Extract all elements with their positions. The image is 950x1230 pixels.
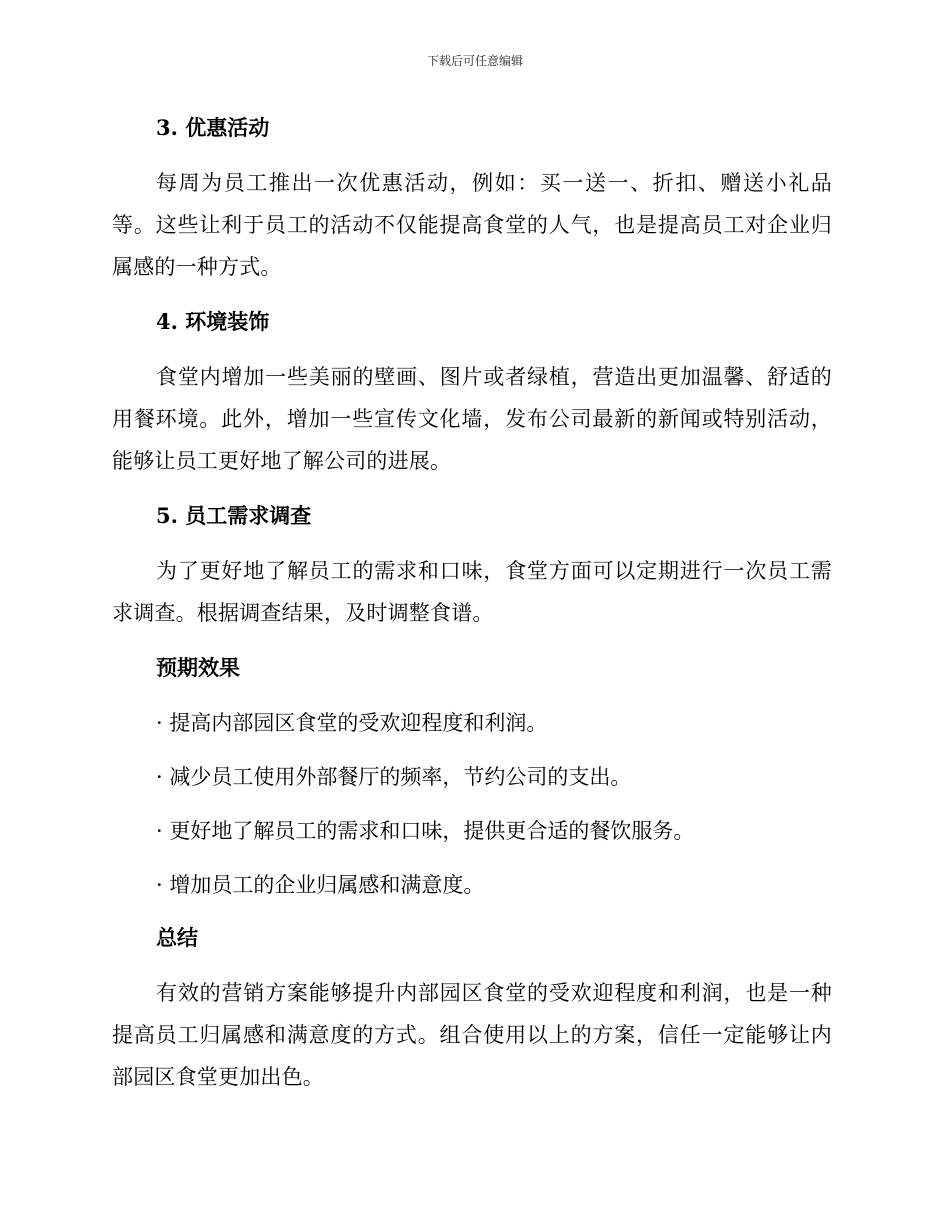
expected-effect-item: · 更好地了解员工的需求和口味，提供更合适的餐饮服务。: [156, 819, 695, 843]
document-body: [112, 108, 832, 1098]
section-body-employee-survey: 为了更好地了解员工的需求和口味，食堂方面可以定期进行一次员工需求调查。根据调查结果，及时调整食谱。: [112, 559, 832, 625]
section-heading-employee-survey: 5. 员工需求调查: [156, 503, 312, 528]
section-heading-expected-effects: 预期效果: [156, 655, 240, 680]
section-heading-summary: 总结: [156, 925, 198, 950]
section-heading-environment-decoration: 4. 环境装饰: [156, 309, 270, 334]
expected-effect-item: · 减少员工使用外部餐厅的频率，节约公司的支出。: [156, 765, 632, 789]
expected-effect-item: · 增加员工的企业归属感和满意度。: [156, 873, 485, 897]
page-header: 下载后可任意编辑: [426, 54, 523, 68]
section-body-discount-activities: 每周为员工推出一次优惠活动，例如：买一送一、折扣、赠送小礼品等。这些让利于员工的活动不仅能提高食堂的人气，也是提高员工对企业归属感的一种方式。: [112, 171, 832, 279]
section-body-environment-decoration: 食堂内增加一些美丽的壁画、图片或者绿植，营造出更加温馨、舒适的用餐环境。此外，增加一些宣传文化墙，发布公司最新的新闻或特别活动，能够让员工更好地了解公司的进展。: [112, 365, 832, 473]
section-heading-discount-activities: 3. 优惠活动: [156, 115, 270, 140]
expected-effect-item: · 提高内部园区食堂的受欢迎程度和利润。: [156, 711, 548, 735]
section-body-summary: 有效的营销方案能够提升内部园区食堂的受欢迎程度和利润，也是一种提高员工归属感和满意度的方式。组合使用以上的方案，信任一定能够让内部园区食堂更加出色。: [112, 981, 832, 1089]
